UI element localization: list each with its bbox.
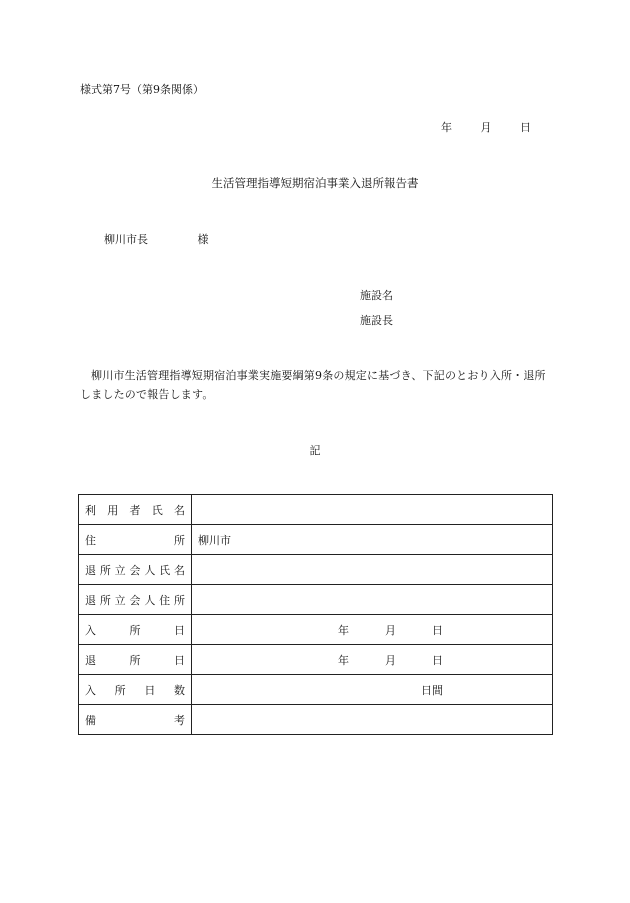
date-month: 月 [480,121,492,134]
discharge-month-unit: 月 [385,653,396,667]
remarks-label: 備考 [79,705,192,735]
facility-head-label: 施設長 [360,314,393,327]
table-row [79,645,553,675]
user-name-label: 利用者氏名 [79,495,192,525]
witness-name-label: 退所立会人氏名 [79,555,192,585]
table-row [79,705,553,735]
days-unit: 日間 [421,683,443,697]
table-row [79,525,553,555]
date-day: 日 [520,121,531,134]
days-label: 入所日数 [79,675,192,705]
table-row [79,585,553,615]
addressee [104,231,209,247]
admission-date-field[interactable] [192,615,553,645]
discharge-date-label: 退所日 [79,645,192,675]
date-year: 年 [441,121,452,134]
admission-day-unit: 日 [432,623,443,637]
address-field[interactable]: 柳川市 [192,525,553,555]
form-number: 様式第7号（第9条関係） [80,83,204,96]
table-row [79,675,553,705]
address-label: 住所 [79,525,192,555]
body-paragraph: 柳川市生活管理指導短期宿泊事業実施要綱第9条の規定に基づき、下記のとおり入所・退所しましたので報告します。 [80,369,546,401]
table-row [79,555,553,585]
submission-date [441,119,531,135]
witness-address-field[interactable] [192,585,553,615]
discharge-year-unit: 年 [338,653,349,667]
discharge-day-unit: 日 [432,653,443,667]
addressee-honorific: 様 [197,233,209,246]
table-row [79,615,553,645]
table-row [79,495,553,525]
witness-address-label: 退所立会人住所 [79,585,192,615]
admission-date-label: 入所日 [79,615,192,645]
remarks-field[interactable] [192,705,553,735]
page-title: 生活管理指導短期宿泊事業入退所報告書 [211,176,419,190]
report-table [78,494,553,735]
discharge-date-field[interactable] [192,645,553,675]
days-field[interactable] [192,675,553,705]
user-name-field[interactable] [192,495,553,525]
addressee-name: 柳川市長 [104,233,148,246]
admission-month-unit: 月 [385,623,396,637]
witness-name-field[interactable] [192,555,553,585]
admission-year-unit: 年 [338,623,349,637]
facility-name-label: 施設名 [360,289,393,302]
ki-heading: 記 [309,444,321,457]
